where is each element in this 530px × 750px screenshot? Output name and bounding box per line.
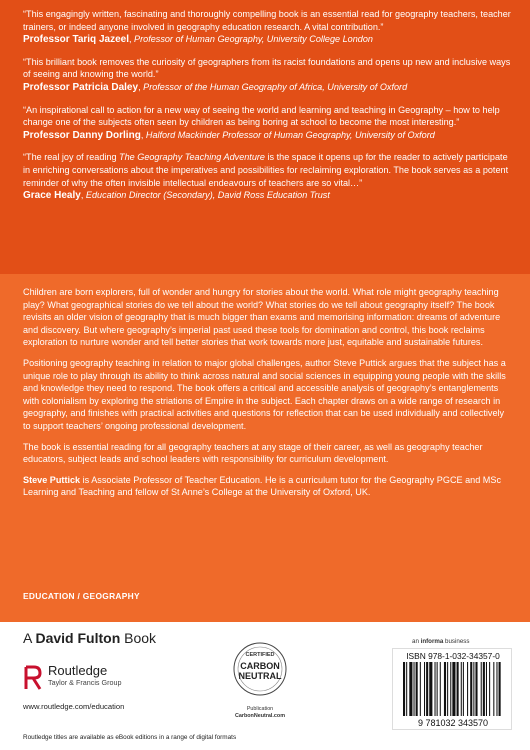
df-prefix: A <box>23 630 36 646</box>
endorsement-1 <box>23 8 512 47</box>
barcode-bar <box>414 662 415 716</box>
isbn-text: ISBN 978-1-032-34357-0 <box>406 651 500 661</box>
endorsement-text-prefix: “The real joy of reading <box>23 152 120 163</box>
barcode-digits: 9 781032 343570 <box>417 718 489 728</box>
informa-suffix: business <box>443 638 470 645</box>
endorser-name: Professor Patricia Daley <box>23 81 139 93</box>
barcode-icon <box>395 662 511 728</box>
barcode-bar <box>416 662 418 716</box>
endorser-role: Professor of the Human Geography of Africa, University of Oxford <box>143 81 408 92</box>
cn-carbon-text: CARBON <box>240 661 280 671</box>
endorser-name: Professor Tariq Jazeel <box>23 34 129 46</box>
description-paragraph-2: Positioning geography teaching in relation to major global challenges, author Steve Puttick argues that the subject has a unique role to play through its ability to think across natural and social sciences in equipping young people with the skills and knowledge they need to respond. The book offers a critical and accessible analysis of geography’s entanglements with colonialism by exploring the striations of Empire in the subject. Each chapter draws on a wide range of research in geography, and finishes with practical activities and questions for reflection that can be used individually and collectively to support teachers’ ongoing professional development. <box>23 357 506 431</box>
barcode-bar <box>461 662 462 716</box>
barcode-box <box>392 648 512 730</box>
endorsement-text: “This engagingly written, fascinating and thoroughly compelling book is an essential read for geography teachers, teacher trainers, or indeed anyone involved in geography education research. A vital contribution.” <box>23 9 511 32</box>
barcode-bar <box>429 662 432 716</box>
barcode-bar <box>493 662 494 716</box>
barcode-bar <box>450 662 451 716</box>
barcode-bar <box>424 662 425 716</box>
subject-category: EDUCATION / GEOGRAPHY <box>23 591 140 601</box>
author-bio <box>23 474 513 499</box>
barcode-bar <box>475 662 477 716</box>
df-suffix: Book <box>120 630 157 646</box>
barcode-bar <box>409 662 412 716</box>
routledge-subtitle: Taylor & Francis Group <box>48 678 122 687</box>
informa-bold: informa <box>420 638 444 645</box>
barcode-bar <box>483 662 485 716</box>
endorser-role: Professor of Human Geography, University College London <box>134 34 373 45</box>
barcode-bar <box>467 662 468 716</box>
barcode-bar <box>435 662 436 716</box>
barcode-bar <box>489 662 490 716</box>
barcode-bar <box>452 662 455 716</box>
publisher-footer <box>0 622 530 750</box>
barcode-bar <box>447 662 448 716</box>
endorser-name: Grace Healy <box>23 190 81 202</box>
barcode-bar <box>457 662 459 716</box>
carbon-neutral-caption <box>230 706 290 720</box>
informa-business <box>412 638 469 645</box>
cn-publication: Publication <box>246 706 274 712</box>
endorsement-text-rest: is the space it opens up for the reader to actively participate in enriching conversations about the imperatives and possibilities for reclaiming exploration. The book serves as a potent reminder of why the often invisible intellectual endeavours of teachers are so vital…” <box>23 152 509 188</box>
barcode-bar <box>420 662 421 716</box>
endorsement-2 <box>23 56 512 95</box>
endorsements-panel <box>0 0 530 274</box>
cn-neutral-text: NEUTRAL <box>238 671 282 681</box>
barcode-bar <box>444 662 446 716</box>
barcode-bar <box>473 662 474 716</box>
endorsement-4 <box>23 151 512 202</box>
cn-url: CarbonNeutral.com <box>234 713 286 719</box>
barcode-bar <box>470 662 472 716</box>
informa-prefix: an <box>412 638 421 645</box>
ebook-note: Routledge titles are available as eBook editions in a range of digital formats <box>23 734 237 741</box>
endorsement-text <box>23 151 512 189</box>
cn-certified-text: CERTIFIED <box>245 652 275 658</box>
book-description <box>23 286 513 507</box>
barcode-bar <box>499 662 501 716</box>
barcode-bar <box>463 662 464 716</box>
description-paragraph-1: Children are born explorers, full of wonder and hungry for stories about the world. What role might geography teaching play? What geographical stories do we tell about the world? What stories do we tell about geography itself? The book revisits an older vision of geography that is much bigger than exams and memorising information: dreams of adventure and discovery. But where geography’s imperial past used these tools for domination and control, this book reclaims exploration to nurture wonder and tell better stories that work towards more just, equitable and sustainable futures. <box>23 287 501 348</box>
endorsement-3 <box>23 104 512 143</box>
carbon-neutral-badge-icon <box>233 642 287 696</box>
endorser-role: Halford Mackinder Professor of Human Geography, University of Oxford <box>145 129 435 140</box>
barcode-bar <box>481 662 482 716</box>
endorsement-attribution: Professor Patricia Daley, Professor of the Human Geography of Africa, University of Oxford <box>23 81 408 93</box>
barcode-bar <box>406 662 407 716</box>
david-fulton-imprint <box>23 630 156 646</box>
endorser-name: Professor Danny Dorling <box>23 129 141 141</box>
barcode-bar <box>486 662 487 716</box>
barcode-bar <box>496 662 497 716</box>
book-title: The Geography Teaching Adventure <box>119 152 265 163</box>
routledge-name: Routledge <box>48 663 108 678</box>
endorsement-attribution: Professor Tariq Jazeel, Professor of Human Geography, University College London <box>23 34 373 46</box>
barcode-bar <box>426 662 428 716</box>
barcode-bar <box>403 662 405 716</box>
endorsement-attribution: Grace Healy, Education Director (Secondary), David Ross Education Trust <box>23 190 330 202</box>
endorser-role: Education Director (Secondary), David Ross Education Trust <box>85 190 330 201</box>
endorsement-text: “An inspirational call to action for a new way of seeing the world and learning and teaching in Geography – how to help change one of the subjects often seen by children as being boring at school to become the most interesting.” <box>23 104 500 128</box>
endorsement-text: “This brilliant book removes the curiosity of geographers from its racist foundations and opens up new and inclusive ways of seeing and knowing the world.” <box>23 56 511 80</box>
barcode-bar <box>440 662 441 716</box>
author-name: Steve Puttick <box>23 474 81 485</box>
routledge-url: www.routledge.com/education <box>23 702 125 711</box>
author-bio-text: is Associate Professor of Teacher Education. He is a curriculum tutor for the Geography PGCE and MSc Learning and Teaching and fellow of St Anne’s College at the University of Oxford, UK. <box>23 474 501 498</box>
routledge-logo-icon <box>23 665 43 691</box>
description-paragraph-3: The book is essential reading for all geography teachers at any stage of their career, as well as geography teacher educators, subject leads and school leaders with responsibility for curriculum development. <box>23 441 483 465</box>
df-name: David Fulton <box>35 630 121 646</box>
endorsement-attribution: Professor Danny Dorling, Halford Mackinder Professor of Human Geography, University of Oxford <box>23 129 435 141</box>
barcode-bar <box>437 662 438 716</box>
